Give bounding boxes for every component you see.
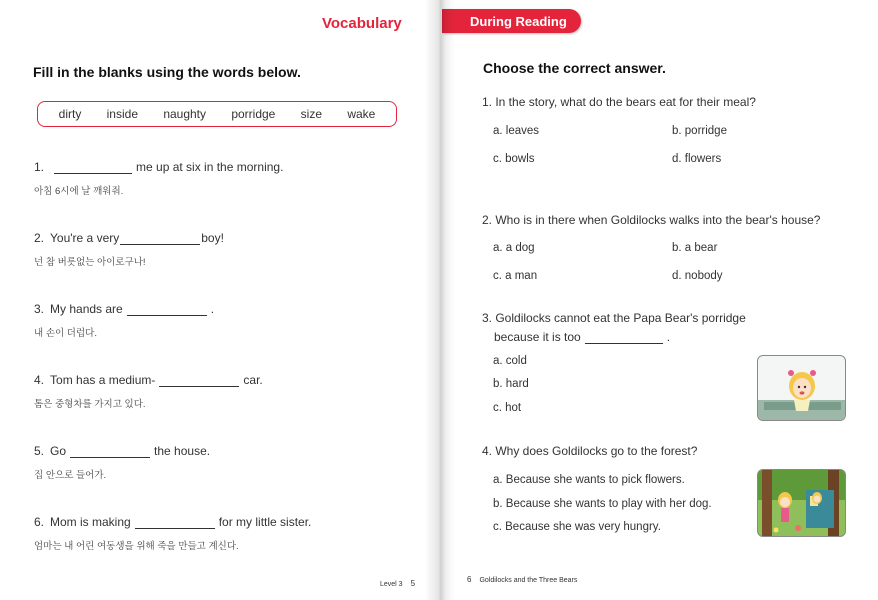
question-text: car. (243, 373, 263, 387)
goldilocks-icon (758, 356, 846, 421)
answer-blank[interactable] (54, 161, 132, 174)
question-text: You're a very (50, 231, 120, 245)
page-footer (467, 575, 577, 584)
answer-option[interactable]: a. cold (493, 355, 527, 367)
vocab-question-2 (34, 231, 414, 268)
goldilocks-porridge-illustration (757, 355, 846, 421)
answer-blank[interactable] (127, 303, 207, 316)
page-number: 6 (467, 575, 472, 584)
book-title: Goldilocks and the Three Bears (479, 577, 578, 584)
goldilocks-forest-illustration (757, 469, 846, 537)
answer-option[interactable]: a. a dog (493, 242, 535, 254)
word-bank-item: wake (347, 107, 376, 121)
answer-option[interactable]: c. Because she was very hungry. (493, 521, 661, 533)
question-text: 1. In the story, what do the bears eat for their meal? (482, 95, 756, 109)
vocab-question-4 (34, 373, 414, 410)
vocab-question-1 (34, 160, 414, 197)
vocab-question-6 (34, 515, 414, 552)
question-text: me up at six in the morning. (136, 160, 284, 174)
word-bank-item: porridge (231, 107, 276, 121)
word-bank-item: naughty (163, 107, 207, 121)
korean-translation: 엄마는 내 어린 여동생을 위해 죽을 만들고 계신다. (34, 541, 239, 552)
answer-blank[interactable] (159, 374, 239, 387)
question-text: for my little sister. (218, 515, 312, 529)
question-text: . (210, 302, 215, 316)
korean-translation: 아침 6시에 날 깨워줘. (34, 186, 124, 197)
question-text: Mom is making (50, 515, 131, 529)
question-text: . (666, 330, 671, 344)
instruction: Choose the correct answer. (483, 60, 666, 76)
question-number: 3. (34, 302, 45, 316)
answer-option[interactable]: b. hard (493, 378, 529, 390)
answer-option[interactable]: a. Because she wants to pick flowers. (493, 474, 685, 486)
section-title: Vocabulary (322, 15, 402, 32)
page-footer (380, 579, 415, 588)
word-bank-item: inside (106, 107, 138, 121)
question-number: 5. (34, 444, 45, 458)
right-page (439, 0, 878, 600)
answer-option[interactable]: b. a bear (672, 242, 718, 254)
answer-option[interactable]: d. nobody (672, 270, 723, 282)
answer-option[interactable]: b. porridge (672, 125, 727, 137)
korean-translation: 집 안으로 들어가. (34, 470, 107, 481)
question-number: 2. (34, 231, 45, 245)
answer-blank[interactable] (135, 516, 215, 529)
page-number: 5 (410, 579, 416, 588)
question-text: Go (50, 444, 67, 458)
word-bank-item: dirty (58, 107, 82, 121)
answer-option[interactable]: d. flowers (672, 153, 722, 165)
level-label: Level 3 (380, 581, 403, 588)
answer-option[interactable]: c. bowls (493, 153, 535, 165)
question-text: My hands are (50, 302, 123, 316)
answer-blank[interactable] (70, 445, 150, 458)
question-number: 6. (34, 515, 45, 529)
forest-icon (758, 470, 846, 537)
instruction: Fill in the blanks using the words below. (33, 64, 301, 80)
question-number: 1. (34, 160, 45, 174)
question-text: 4. Why does Goldilocks go to the forest? (482, 444, 698, 458)
section-banner: During Reading (442, 9, 581, 33)
korean-translation: 톰은 중형차를 가지고 있다. (34, 399, 146, 410)
answer-blank[interactable] (585, 331, 663, 344)
vocab-question-5 (34, 444, 414, 481)
answer-blank[interactable] (120, 232, 200, 245)
question-text-line-2 (494, 330, 670, 344)
word-bank-item: size (300, 107, 323, 121)
answer-option[interactable]: c. a man (493, 270, 538, 282)
answer-option[interactable]: b. Because she wants to play with her dog. (493, 498, 712, 510)
vocab-question-3 (34, 302, 414, 339)
question-text: Tom has a medium- (50, 373, 156, 387)
question-text: because it is too (494, 330, 581, 344)
answer-option[interactable]: a. leaves (493, 125, 540, 137)
answer-option[interactable]: c. hot (493, 402, 522, 414)
question-number: 4. (34, 373, 45, 387)
question-text: boy! (201, 231, 224, 245)
question-text: 2. Who is in there when Goldilocks walks into the bear's house? (482, 213, 821, 227)
korean-translation: 넌 참 버릇없는 아이로구나! (34, 257, 146, 268)
word-bank (37, 101, 397, 127)
korean-translation: 내 손이 더럽다. (34, 328, 97, 339)
question-text: 3. Goldilocks cannot eat the Papa Bear's porridge (482, 311, 746, 325)
question-text: the house. (154, 444, 211, 458)
